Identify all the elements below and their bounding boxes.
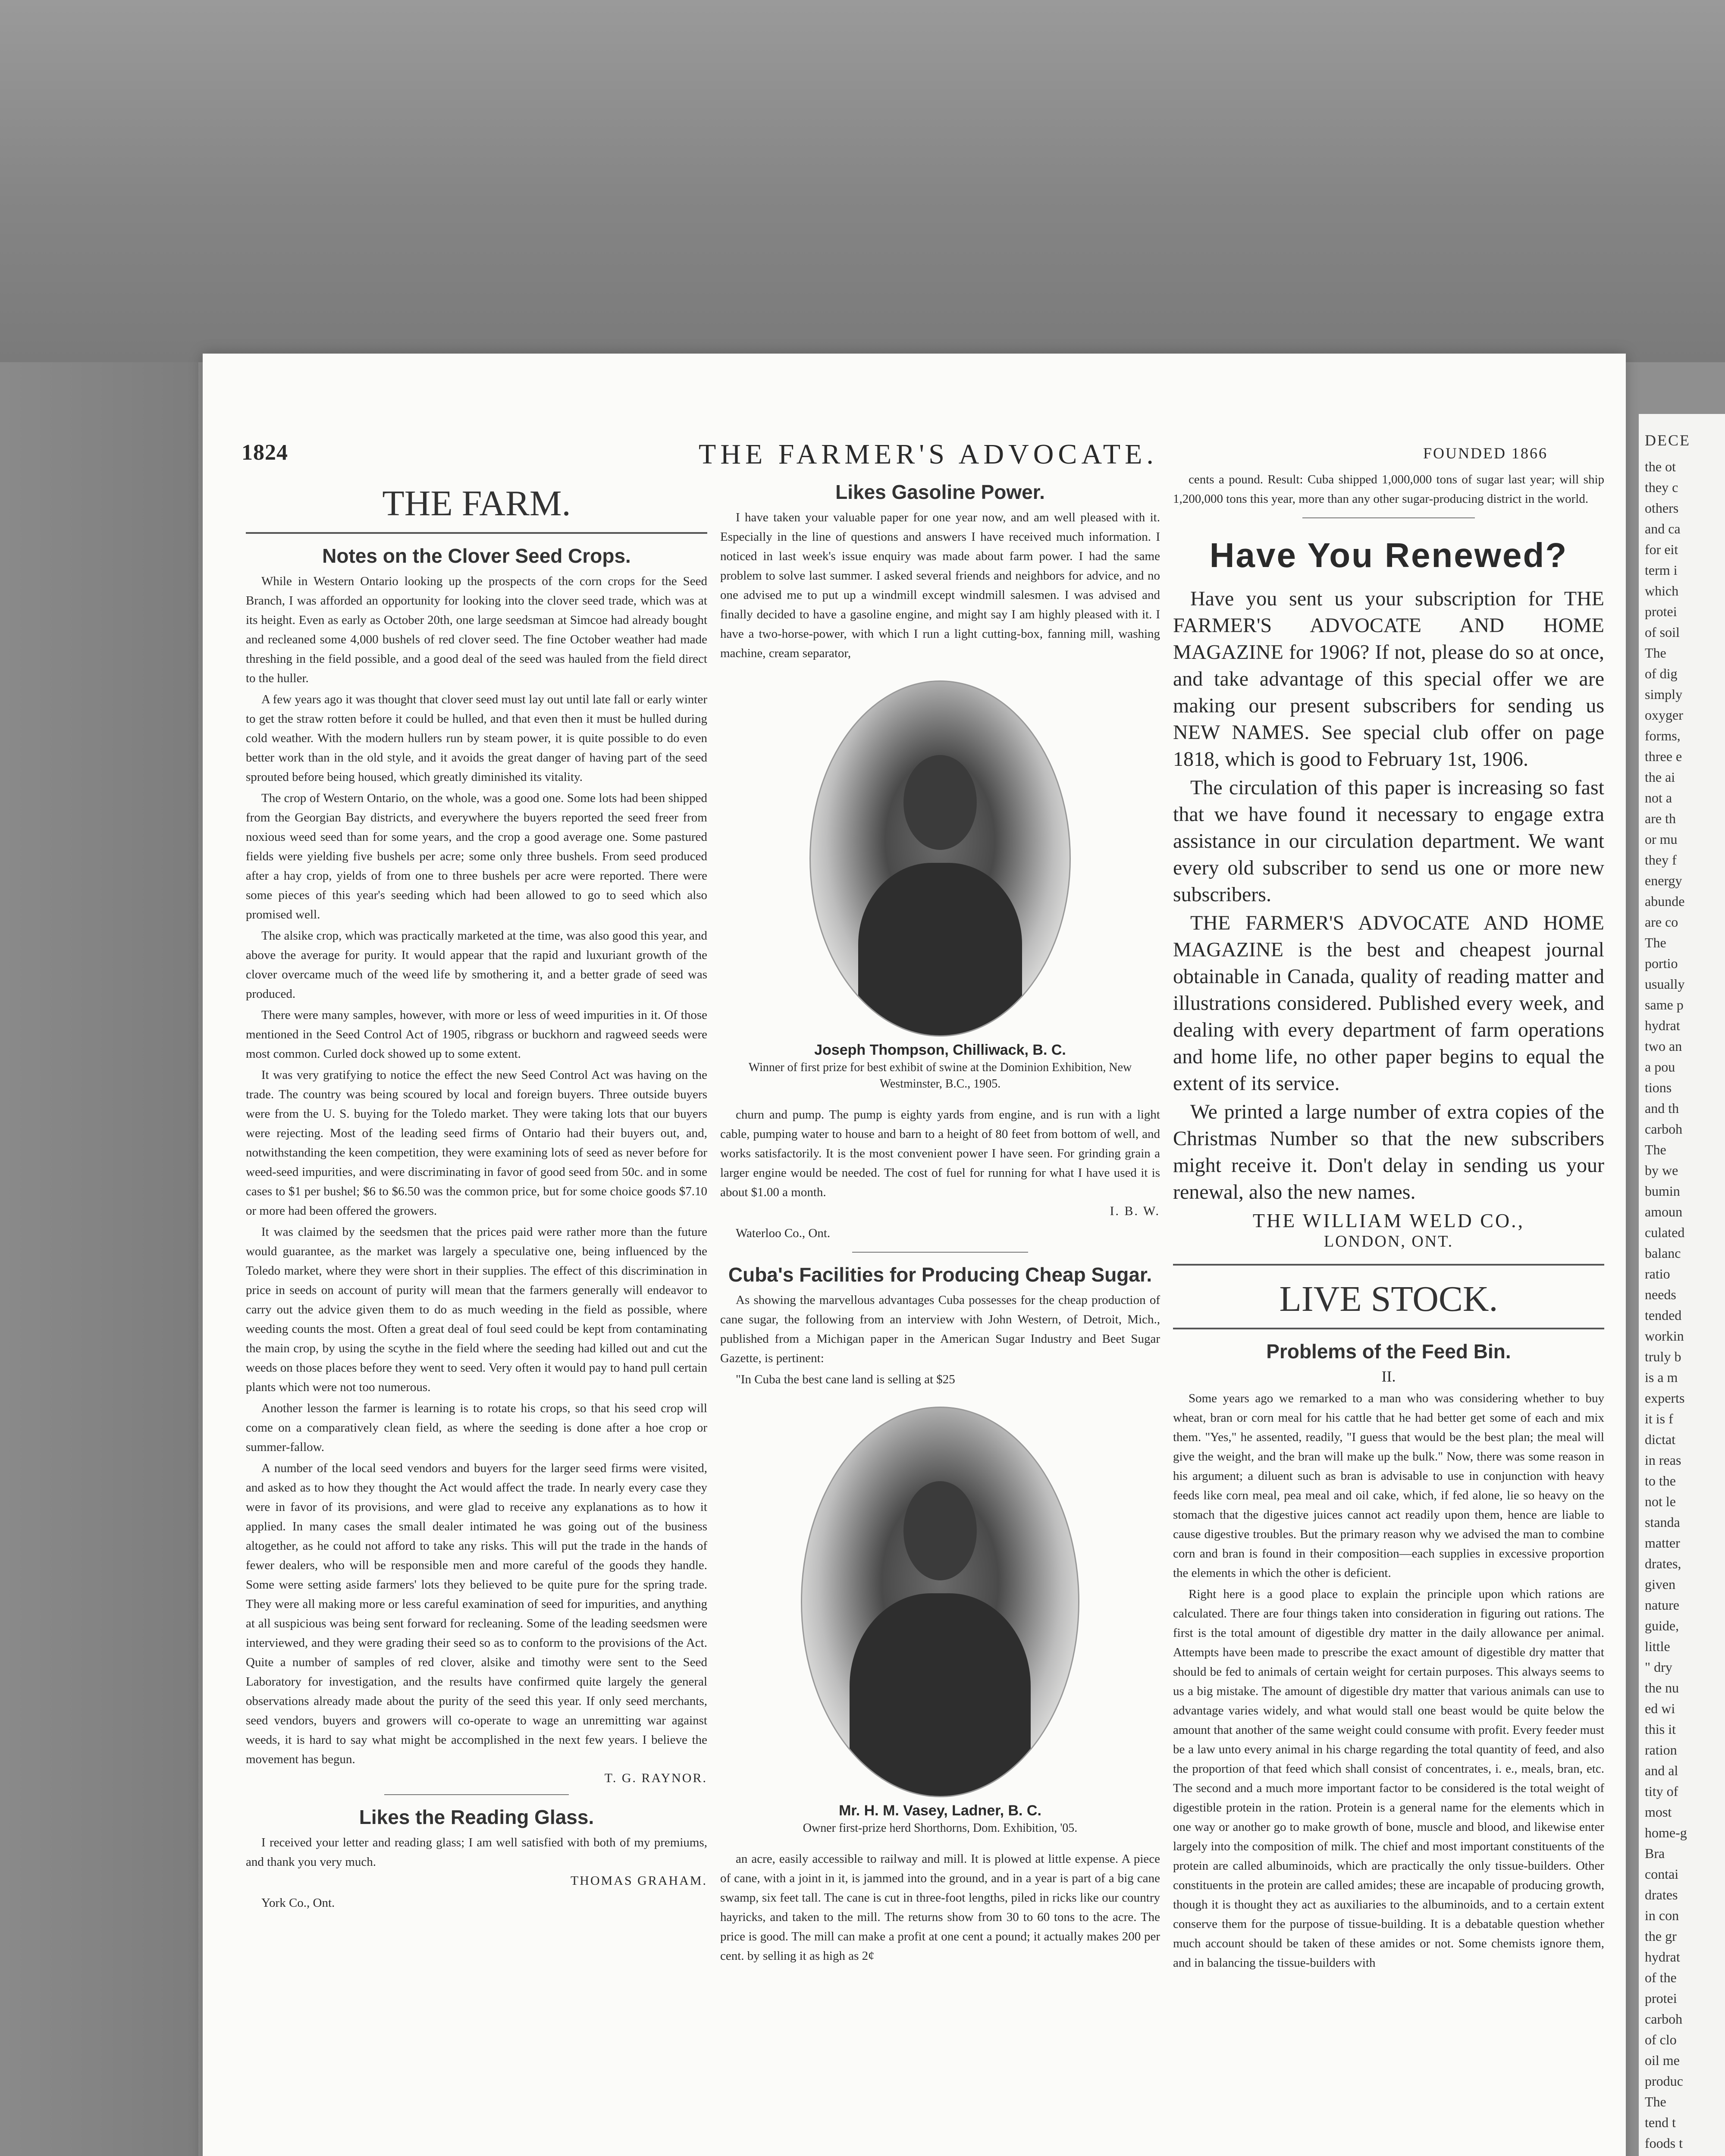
adjacent-page-line: or mu	[1645, 831, 1678, 847]
adjacent-page-line: three e	[1645, 749, 1682, 764]
section-title-the-farm: THE FARM.	[382, 483, 571, 523]
scan-background-top	[0, 0, 1725, 362]
adjacent-page-line: the ai	[1645, 769, 1675, 785]
adjacent-page-line: of clo	[1645, 2032, 1677, 2047]
adjacent-page-line: tions	[1645, 1080, 1672, 1095]
adjacent-page-line: Bra	[1645, 1846, 1665, 1861]
adjacent-page-line: guide,	[1645, 1618, 1679, 1633]
divider	[384, 1794, 569, 1795]
adjacent-page-line: hydrat	[1645, 1949, 1680, 1965]
adjacent-page-line: carboh	[1645, 2011, 1683, 2027]
article-paragraph: The crop of Western Ontario, on the whole, was a good one. Some lots had been shipped from the Georgian Bay districts, and everywhere the buyers reported the seed freer from noxious weed seed than for some years, and the crop a good average one. Some pastured fields were yielding five bushels per acre; some only three bushels. From seed produced after a hay crop, yields of from one to three bushels per acre were reported. There were some pieces of this year's seeding which had been allowed to go to seed which also promised well.	[246, 791, 707, 921]
adjacent-page-line	[1639, 2153, 1725, 2156]
article-paragraph: I have taken your valuable paper for one year now, and am well pleased with it. Especially in the line of questions and answers I have received much information. I noticed in last week's issue enquiry was made about farm power. I had the same problem to solve last summer. I asked several friends and neighbors for advice, and no one advised me to put up a windmill except windmill salesmen. I was advised and finally decided to have a gasoline engine, and might say I am highly pleased with it. I have a two-horse-power, with which I run a light cutting-box, fanning mill, washing machine, cream separator,	[720, 511, 1160, 660]
adjacent-page-line: foods t	[1645, 2135, 1683, 2151]
divider	[1173, 1328, 1604, 1329]
adjacent-page-line: culated	[1645, 1225, 1685, 1240]
adjacent-page-line: balanc	[1645, 1245, 1681, 1261]
adjacent-page-line: two an	[1645, 1038, 1682, 1054]
adjacent-page-line: bumin	[1645, 1183, 1680, 1199]
photo-caption-description: Owner first-prize herd Shorthorns, Dom. Exhibition, '05.	[803, 1821, 1078, 1835]
article-body-reading-glass: I received your letter and reading glass; I am well satisfied with both of my premiums, and thank you very much.	[246, 1836, 707, 1869]
masthead-title: THE FARMER'S ADVOCATE.	[699, 439, 1158, 470]
article-signature: THOMAS GRAHAM.	[570, 1874, 707, 1888]
column-2	[720, 470, 1160, 1968]
adjacent-page-line: simply	[1645, 686, 1683, 702]
adjacent-page-line: drates	[1645, 1887, 1678, 1902]
article-paragraph: "In Cuba the best cane land is selling at $25	[736, 1373, 955, 1386]
adjacent-page-line: the ot	[1645, 459, 1676, 474]
column-1	[246, 470, 707, 1915]
article-title-cuba-sugar: Cuba's Facilities for Producing Cheap Sugar.	[728, 1263, 1152, 1286]
adjacent-page-line: matter	[1645, 1535, 1680, 1551]
photo-caption-name: Joseph Thompson, Chilliwack, B. C.	[814, 1042, 1066, 1058]
page-number: 1824	[242, 440, 288, 465]
publisher-name: THE WILLIAM WELD CO.,	[1252, 1210, 1525, 1232]
article-paragraph: Some years ago we remarked to a man who was considering whether to buy wheat, bran or corn meal for his cattle that he had better get some of each and mix them. "Yes," he assented, readily, "I guess that would be the best plan; the meal will give the weight, and the bran will make up the bulk." Now, there was some reason in his argument; a diluent such as bran is advisable to use in conjunction with heavy feeds like corn meal, pea meal and oil cake, which, if fed alone, lie so heavy on the stomach that the digestive juices cannot act readily upon them, hence are liable to cause digestive troubles. But the primary reason why we advised the man to combine corn and bran is found in their composition—each supplies in excessive proportion the elements in which the other is deficient.	[1173, 1391, 1604, 1580]
adjacent-page-line: experts	[1645, 1390, 1685, 1406]
article-paragraph: As showing the marvellous advantages Cuba possesses for the cheap production of cane sugar, the following from an interview with John Western, of Detroit, Mich., published from a Michigan paper in the American Sugar Industry and Beet Sugar Gazette, is pertinent:	[720, 1293, 1160, 1365]
adjacent-page-line: not le	[1645, 1494, 1676, 1509]
notice-paragraph: Have you sent us your subscription for THE FARMER'S ADVOCATE AND HOME MAGAZINE for 1906? If not, please do so at once, and take advantage of this special offer we are making our present subscribers for sending us NEW NAMES. See special club offer on page 1818, which is good to February 1st, 1906.	[1173, 587, 1604, 771]
founded-label: FOUNDED 1866	[1423, 445, 1548, 462]
adjacent-page-line: The	[1645, 645, 1666, 661]
adjacent-page-line: drates,	[1645, 1556, 1681, 1571]
notice-paragraph: We printed a large number of extra copies of the Christmas Number so that the new subscribers might receive it. Don't delay in sending us your renewal, also the new names.	[1173, 1100, 1604, 1203]
article-title-reading-glass: Likes the Reading Glass.	[359, 1806, 594, 1828]
adjacent-page-line: nature	[1645, 1597, 1679, 1613]
adjacent-page-line: to the	[1645, 1473, 1676, 1489]
article-paragraph: cents a pound. Result: Cuba shipped 1,000,000 tons of sugar last year; will ship 1,200,000 tons this year, more than any other sugar-producing district in the world.	[1173, 473, 1604, 506]
adjacent-page-line: this it	[1645, 1721, 1676, 1737]
adjacent-page-line: and ca	[1645, 521, 1681, 536]
photo-caption-description: Winner of first prize for best exhibit of swine at the Dominion Exhibition, New Westminster, B.C., 1905.	[748, 1061, 1132, 1091]
adjacent-page-line: " dry	[1645, 1659, 1672, 1675]
adjacent-page-line: standa	[1645, 1514, 1680, 1530]
adjacent-page-line: the gr	[1645, 1928, 1677, 1944]
adjacent-page-line: tity of	[1645, 1783, 1678, 1799]
article-paragraph: While in Western Ontario looking up the prospects of the corn crops for the Seed Branch, I was afforded an opportunity for looking into the clover seed trade, which was at its height. Even as early as October 20th, one large seedsman at Simcoe had already bought and recleaned some 4,000 bushels of red clover seed. The fine October weather had made threshing in the field possible, and a good deal of the seed was hauled from the field direct to the huller.	[246, 574, 707, 685]
adjacent-page-line: oxyger	[1645, 707, 1683, 723]
article-paragraph: Another lesson the farmer is learning is to rotate his crops, so that his seed crop will come on a comparatively clean field, as where the seeding is done after a hoe crop or summer-fallow.	[246, 1401, 707, 1454]
adjacent-page-line: of the	[1645, 1970, 1677, 1985]
portrait-photo-thompson	[809, 680, 1071, 1037]
notice-title-renewed: Have You Renewed?	[1209, 536, 1568, 574]
adjacent-page-line: The	[1645, 935, 1666, 950]
adjacent-page-line: and th	[1645, 1100, 1679, 1116]
adjacent-page-line: it is f	[1645, 1411, 1673, 1426]
portrait-photo-vasey	[801, 1407, 1079, 1797]
adjacent-page-line: truly b	[1645, 1349, 1681, 1364]
adjacent-page-line: of soil	[1645, 624, 1680, 640]
article-paragraph: A few years ago it was thought that clover seed must lay out until late fall or early winter to get the straw rotten before it could be hulled, and that even then it must be hulled during cold weather. With the modern hullers run by steam power, it is quite possible to do even better work than in the old style, and it avoids the great danger of having part of the seed sprouted before being housed, which greatly diminished its vitality.	[246, 693, 707, 784]
adjacent-page-line: dictat	[1645, 1432, 1676, 1447]
adjacent-page-line: contai	[1645, 1866, 1679, 1882]
adjacent-page-line: by we	[1645, 1163, 1678, 1178]
adjacent-page-line: home-g	[1645, 1825, 1687, 1840]
adjacent-page-line: the nu	[1645, 1680, 1679, 1695]
article-body-clover-seed	[246, 572, 707, 1769]
scan-background-left	[0, 362, 198, 2156]
adjacent-page-line: same p	[1645, 997, 1684, 1012]
article-paragraph: A number of the local seed vendors and buyers for the larger seed firms were visited, and asked as to how they thought the Act would affect the trade. In nearly every case they were in favor of its provisions, and were glad to receive any explanations as to how it applied. In many cases the small dealer intimated he was going out of the business altogether, as he could not afford to take any risks. This will put the trade in the hands of fewer dealers, who will be responsible men and more careful of the goods they handle. Some were setting aside farmers' lots they believed to be quite pure for the spring trade. They were all making more or less careful examination of seed for impurities, and anything at all suspicious was being sent forward for recleaning. Some of the leading seedsmen were interviewed, and they were grading their seed so as to conform to the provisions of the Act. Quite a number of samples of red clover, alsike and timothy were sent to the Seed Laboratory for investigation, and the results have confirmed quite largely the general observations already made about the purity of the seed this year. If only seed merchants, seed vendors, buyers and growers will co-operate to wage an unremitting war against weeds, it is hard to say what might be accomplished in the next few years. I believe the movement has begun.	[246, 1461, 707, 1766]
adjacent-page-line: hydrat	[1645, 1018, 1680, 1033]
adjacent-page-line: ed wi	[1645, 1701, 1675, 1716]
adjacent-page-line: are th	[1645, 811, 1676, 826]
adjacent-page-line: protei	[1645, 1990, 1677, 2006]
adjacent-page-line: most	[1645, 1804, 1672, 1820]
adjacent-page-line: ration	[1645, 1742, 1677, 1758]
adjacent-page-line: usually	[1645, 976, 1685, 992]
article-paragraph: There were many samples, however, with more or less of weed impurities in it. Of those mentioned in the Seed Control Act of 1905, ribgrass or buckhorn and ragweed seeds were most common. Curled dock showed up to some extent.	[246, 1008, 707, 1061]
article-paragraph: an acre, easily accessible to railway and mill. It is plowed at little expense. A piece of cane, with a joint in it, is jammed into the ground, and in a year is part of a big cane swamp, six feet tall. The cane is cut in three-foot lengths, piled in ricks like our country hayricks, and taken to the mill. The returns show from 30 to 60 tons to the acre. The price is good. The mill can make a profit at one cent a pound; it actually makes 200 per cent. by selling it as high as 2¢	[720, 1852, 1160, 1963]
article-paragraph: churn and pump. The pump is eighty yards from engine, and is run with a light cable, pumping water to house and barn to a height of 80 feet from bottom of well, and works satisfactorily. It is the most convenient power I have seen. For grinding grain a larger engine would be needed. The cost of fuel for running for what I have used it is about $1.00 a month.	[720, 1108, 1160, 1199]
article-paragraph: It was claimed by the seedsmen that the prices paid were rather more than the future would guarantee, as the market was largely a speculative one, being influenced by the Toledo market, where they were short in their supplies. The effect of this discrimination in price in seeds on account of purity will mean that the farmers generally will endeavor to carry out the advice given them to do as much weeding in the field as possible, where weeding counts the most. Often a great deal of foul seed could be kept from contaminating the main crop, by using the scythe in the field where the seeding had killed out and cut the weeds on those places before they went to seed. Very often it would pay to hand pull certain plants which were not too numerous.	[246, 1225, 707, 1394]
section-title-live-stock: LIVE STOCK.	[1279, 1279, 1498, 1319]
adjacent-page-line: workin	[1645, 1328, 1684, 1344]
notice-paragraph: THE FARMER'S ADVOCATE AND HOME MAGAZINE is the best and cheapest journal obtainable in Canada, quality of reading matter and illustrations considered. Published every week, and dealing with every department of farm operations and home life, no other paper begins to equal the extent of its service.	[1173, 912, 1604, 1095]
adjacent-page-line: needs	[1645, 1287, 1676, 1302]
adjacent-page-header: DECE	[1645, 432, 1690, 449]
notice-paragraph: The circulation of this paper is increasing so fast that we have found it necessary to engage extra assistance in our circulation department. We want every old subscriber to send us one or more new subscribers.	[1173, 776, 1604, 906]
article-signature: I. B. W.	[1110, 1204, 1160, 1218]
adjacent-page-line: forms,	[1645, 728, 1681, 743]
adjacent-page-line: term i	[1645, 562, 1678, 578]
adjacent-page-edge	[1639, 414, 1725, 2156]
adjacent-page-line: in con	[1645, 1908, 1679, 1923]
adjacent-page-line: abunde	[1645, 893, 1685, 909]
adjacent-page-line: tended	[1645, 1307, 1682, 1323]
adjacent-page-line: a pou	[1645, 1059, 1675, 1075]
article-signature: T. G. RAYNOR.	[604, 1771, 707, 1785]
adjacent-page-line: of dig	[1645, 666, 1678, 681]
article-title-clover-seed: Notes on the Clover Seed Crops.	[322, 545, 631, 567]
article-paragraph: It was very gratifying to notice the effect the new Seed Control Act was having on the trade. The country was being scoured by local and foreign buyers. Three outside buyers were from the U. S. buying for the Toledo market. They were taking lots that our buyers were rejecting. Most of the leading seed firms of Ontario had their buyers out, and, notwithstanding the keen competition, they were examining lots of seed as never before for weed-seed impurities, and were discriminating in favor of good seed from 50c. and in some cases to $1 per bushel; $6 to $6.50 was the common price, but for some choice goods $7.10 or more had been offered the growers.	[246, 1068, 707, 1218]
adjacent-page-line: The	[1645, 2094, 1666, 2109]
divider	[246, 532, 707, 534]
adjacent-page-line: The	[1645, 1142, 1666, 1157]
adjacent-page-line: others	[1645, 500, 1679, 516]
adjacent-page-text	[1639, 456, 1725, 2156]
adjacent-page-line: produc	[1645, 2073, 1683, 2089]
article-part-number: II.	[1381, 1368, 1396, 1385]
adjacent-page-line: and al	[1645, 1763, 1678, 1778]
adjacent-page-line: ratio	[1645, 1266, 1670, 1282]
adjacent-page-line: energy	[1645, 873, 1682, 888]
adjacent-page-line: in reas	[1645, 1452, 1681, 1468]
adjacent-page-line: little	[1645, 1639, 1670, 1654]
adjacent-page-line: carboh	[1645, 1121, 1683, 1137]
adjacent-page-line: oil me	[1645, 2053, 1680, 2068]
adjacent-page-line: is a m	[1645, 1369, 1678, 1385]
divider	[1173, 1264, 1604, 1266]
adjacent-page-line: protei	[1645, 604, 1677, 619]
adjacent-page-line: amoun	[1645, 1204, 1683, 1219]
publisher-place: LONDON, ONT.	[1324, 1232, 1454, 1250]
photo-caption-name: Mr. H. M. Vasey, Ladner, B. C.	[839, 1802, 1041, 1819]
adjacent-page-line: which	[1645, 583, 1679, 599]
article-place: York Co., Ont.	[261, 1896, 335, 1910]
adjacent-page-line: they c	[1645, 479, 1678, 495]
newspaper-page	[203, 354, 1626, 2156]
article-paragraph: The alsike crop, which was practically marketed at the time, was also good this year, and above the average for purity. It would appear that the rapid and luxuriant growth of the clover overcame much of the weed life by smothering it, and a better grade of seed was produced.	[246, 929, 707, 1001]
article-title-feed-bin: Problems of the Feed Bin.	[1266, 1340, 1511, 1363]
adjacent-page-line: portio	[1645, 956, 1678, 971]
article-place: Waterloo Co., Ont.	[736, 1226, 831, 1240]
divider	[1302, 517, 1475, 518]
adjacent-page-line: given	[1645, 1576, 1676, 1592]
adjacent-page-line: are co	[1645, 914, 1678, 930]
adjacent-page-line: they f	[1645, 852, 1677, 868]
article-paragraph: Right here is a good place to explain the principle upon which rations are calculated. There are four things taken into consideration in figuring out rations. The first is the total amount of digestible dry matter in the daily allowance per animal. Attempts have been made to prescribe the exact amount of digestible dry matter that should be fed to animals of certain weight for certain purposes. This always seems to us a big mistake. The amount of digestible dry matter that various animals can use to advantage varies widely, and what would stall one beast would be quite below the amount that another of the same weight could consume with profit. Every feeder must be a law unto every animal in his charge regarding the total quantity of feed, and also the proportion of that feed which shall consist of concentrates, i. e., meals, bran, etc. The second and a much more important factor to be considered is the total weight of digestible protein in the ration. Protein is a general name for the elements which in one way or another go to make growth of bone, muscle and blood, and likewise enter largely into the composition of milk. The chief and most important constituents of the protein are called albuminoids, which are practically the only tissue-builders. Other constituents in the protein are called amides; these are incapable of producing growth, though it is thought they act as auxiliaries to the albuminoids, and to a certain extent conserve them for the purpose of tissue-building. It is a debatable question whether much account should be taken of these amides or not. Some chemists ignore them, and in balancing the tissue-builders with	[1173, 1587, 1604, 1970]
column-3	[1173, 470, 1604, 1974]
adjacent-page-line: tend t	[1645, 2115, 1676, 2130]
article-title-gasoline-power: Likes Gasoline Power.	[835, 481, 1045, 503]
adjacent-page-line: not a	[1645, 790, 1672, 805]
adjacent-page-line: for eit	[1645, 542, 1678, 557]
divider	[852, 1252, 1028, 1253]
